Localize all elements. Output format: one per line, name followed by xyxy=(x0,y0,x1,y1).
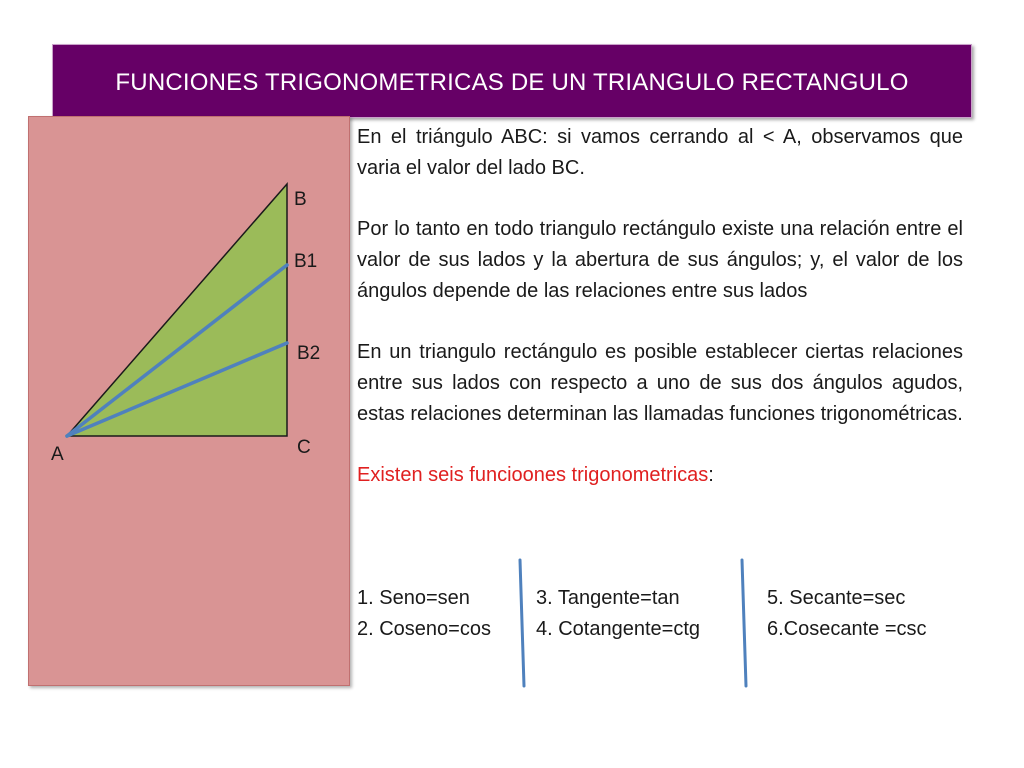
point-label-b2: B2 xyxy=(297,343,321,364)
functions-column-2 xyxy=(536,583,700,645)
column-divider-1 xyxy=(514,556,530,690)
paragraph-3: En un triangulo rectángulo es posible establecer ciertas relaciones entre sus lados con respecto a uno de sus dos ángulos agudos, estas relaciones determinan las llamadas funciones trigonométricas. xyxy=(357,341,963,425)
colon: : xyxy=(708,464,714,486)
explanation-text xyxy=(357,122,963,521)
paragraph-1: En el triángulo ABC: si vamos cerrando al < A, observamos que varia el valor del lado BC. xyxy=(357,126,963,179)
point-label-c: C xyxy=(297,437,311,458)
function-item: 5. Secante=sec xyxy=(767,587,906,609)
title-bar xyxy=(52,44,972,118)
point-label-b: B xyxy=(294,189,307,210)
function-item: 4. Cotangente=ctg xyxy=(536,618,701,640)
functions-column-3 xyxy=(767,583,927,645)
point-label-a: A xyxy=(51,444,64,465)
paragraph-4 xyxy=(357,460,963,491)
functions-column-1 xyxy=(357,583,491,645)
paragraph-2: Por lo tanto en todo triangulo rectángulo existe una relación entre el valor de sus lados y la abertura de sus ángulos; y, el valor de los ángulos depende de las relaciones entre sus lados xyxy=(357,218,963,302)
function-item: 3. Tangente=tan xyxy=(536,587,680,609)
function-item: 6.Cosecante =csc xyxy=(767,618,927,640)
triangle-abc xyxy=(67,184,287,436)
slide-title: FUNCIONES TRIGONOMETRICAS DE UN TRIANGULO RECTANGULO xyxy=(115,69,909,96)
point-label-b1: B1 xyxy=(294,251,318,272)
column-divider-2 xyxy=(735,556,751,690)
figure-panel xyxy=(28,116,350,686)
function-item: 1. Seno=sen xyxy=(357,587,470,609)
function-item: 2. Coseno=cos xyxy=(357,618,491,640)
six-functions-heading: Existen seis funcioones trigonometricas xyxy=(357,464,709,486)
